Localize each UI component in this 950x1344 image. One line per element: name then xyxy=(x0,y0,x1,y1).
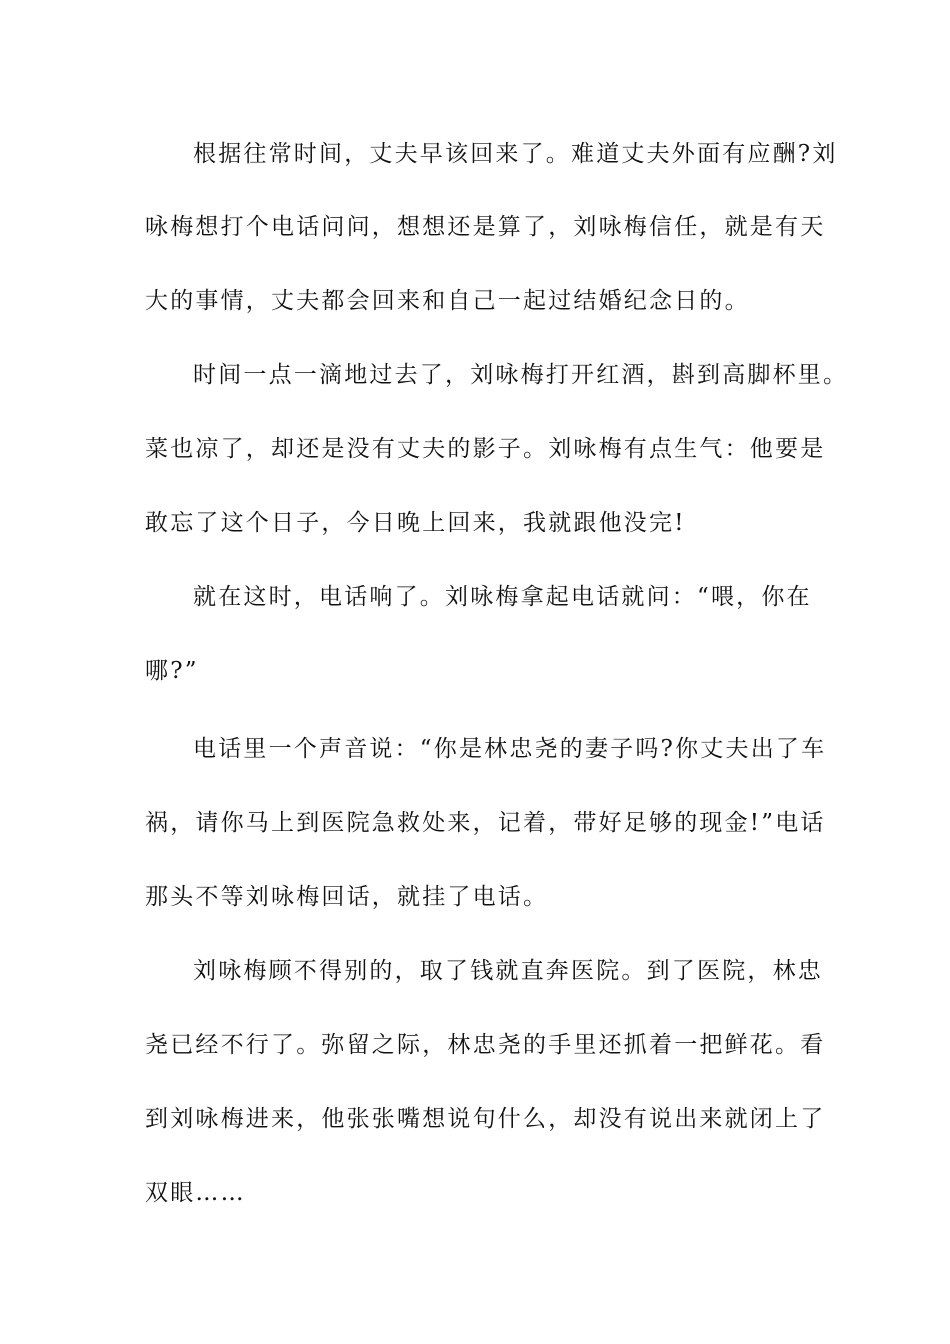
paragraph-1-line-3: 大的事情，丈夫都会回来和自己一起过结婚纪念日的。 xyxy=(145,288,750,314)
paragraph-2-line-2: 菜也凉了，却还是没有丈夫的影子。刘咏梅有点生气：他要是 xyxy=(145,436,826,462)
paragraph-1-line-1: 根据往常时间，丈夫早该回来了。难道丈夫外面有应酬?刘 xyxy=(193,141,838,167)
paragraph-2-line-3: 敢忘了这个日子，今日晚上回来，我就跟他没完! xyxy=(145,510,686,536)
paragraph-2-line-1: 时间一点一滴地过去了，刘咏梅打开红酒，斟到高脚杯里。 xyxy=(193,362,849,388)
paragraph-4-line-3: 那头不等刘咏梅回话，就挂了电话。 xyxy=(145,884,549,910)
paragraph-3-line-2: 哪?” xyxy=(145,658,199,684)
paragraph-5-line-4: 双眼…… xyxy=(145,1180,246,1206)
paragraph-5-line-2: 尧已经不行了。弥留之际，林忠尧的手里还抓着一把鲜花。看 xyxy=(145,1032,826,1058)
paragraph-5-line-1: 刘咏梅顾不得别的，取了钱就直奔医院。到了医院，林忠 xyxy=(193,958,823,984)
paragraph-4-line-1: 电话里一个声音说：“你是林忠尧的妻子吗?你丈夫出了车 xyxy=(193,736,827,762)
paragraph-1-line-2: 咏梅想打个电话问问，想想还是算了，刘咏梅信任，就是有天 xyxy=(145,214,826,240)
paragraph-4-line-2: 祸，请你马上到医院急救处来，记着，带好足够的现金!”电话 xyxy=(145,810,826,836)
paragraph-5-line-3: 到刘咏梅进来，他张张嘴想说句什么，却没有说出来就闭上了 xyxy=(145,1106,826,1132)
paragraph-3-line-1: 就在这时，电话响了。刘咏梅拿起电话就问：“喂，你在 xyxy=(193,584,812,610)
